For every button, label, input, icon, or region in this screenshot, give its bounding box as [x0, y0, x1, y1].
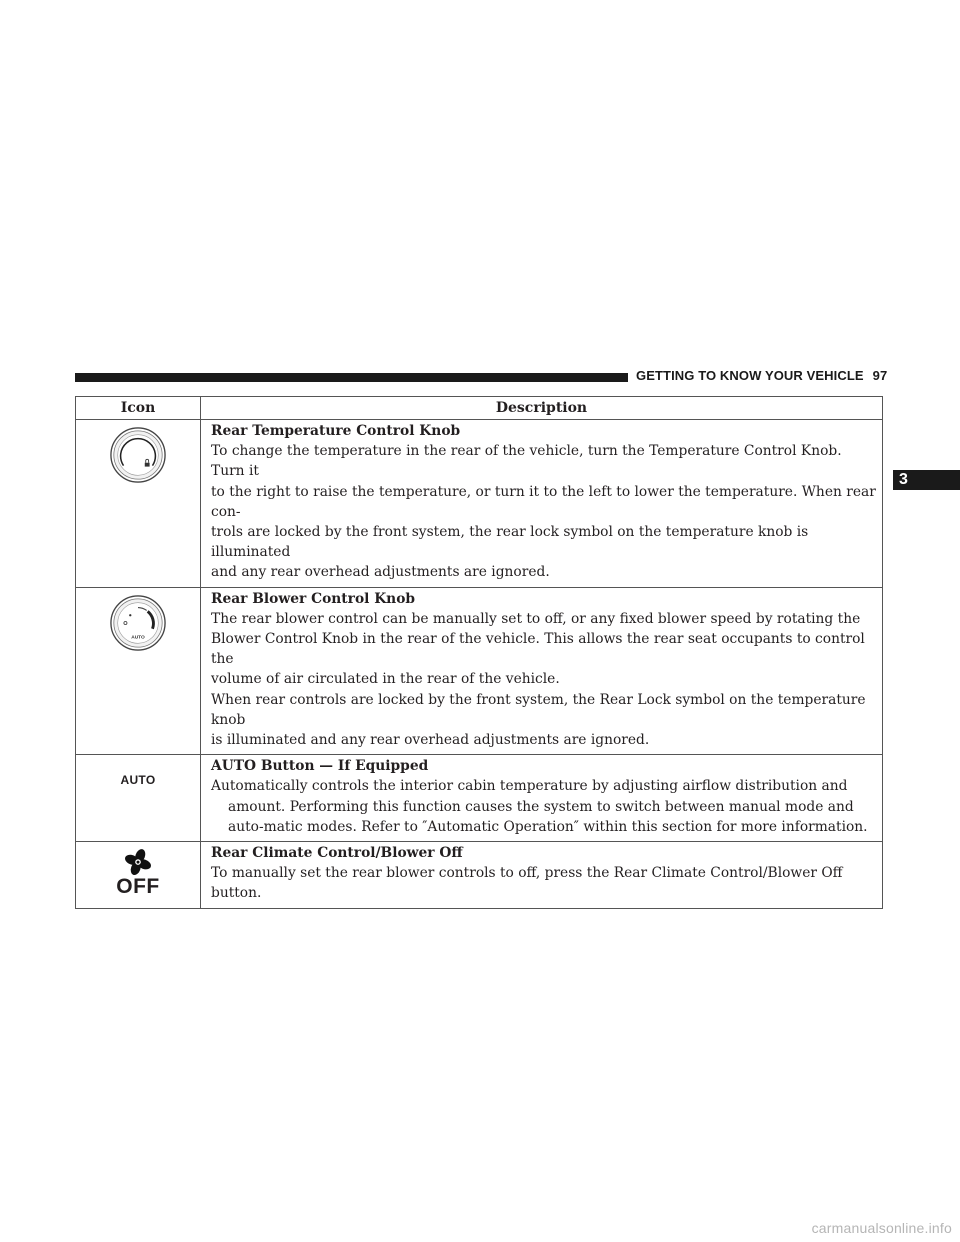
row-title: Rear Temperature Control Knob [211, 423, 461, 439]
off-label: OFF [116, 875, 160, 899]
table-row [76, 420, 883, 588]
watermark: carmanualsonline.info [811, 1220, 952, 1236]
description-cell [201, 420, 883, 588]
header-rule [75, 373, 628, 382]
table-row [76, 587, 883, 755]
icon-cell [76, 420, 201, 588]
description-cell [201, 587, 883, 755]
icon-cell [76, 842, 201, 909]
table-row [76, 755, 883, 842]
row-title: AUTO Button — If Equipped [211, 758, 429, 775]
row-text-line: and any rear overhead adjustments are ignored. [211, 564, 550, 581]
row-text-line: to the right to raise the temperature, or turn it to the left to lower the temperature. When rear con- [211, 483, 876, 520]
row-text-line: volume of air circulated in the rear of the vehicle. [211, 671, 560, 688]
row-text-line: The rear blower control can be manually set to off, or any fixed blower speed by rotating the [211, 610, 861, 627]
row-text-line: When rear controls are locked by the front system, the Rear Lock symbol on the temperature knob [211, 691, 866, 728]
page-number: 97 [872, 368, 888, 383]
table-header-row [76, 397, 883, 420]
column-header-icon: Icon [76, 397, 201, 420]
running-header [636, 368, 887, 383]
auto-button-icon: AUTO [120, 773, 156, 788]
rear-temperature-knob-icon [109, 426, 167, 484]
row-text: To manually set the rear blower controls to off, press the Rear Climate Control/Blower Off button. [211, 865, 843, 902]
table-row [76, 842, 883, 909]
knob-auto-label: AUTO [131, 635, 145, 641]
rear-blower-knob-icon [109, 594, 167, 652]
description-cell [201, 755, 883, 842]
fan-off-icon [113, 848, 163, 878]
row-title: Rear Climate Control/Blower Off [211, 845, 463, 862]
chapter-tab: 3 [893, 470, 960, 490]
row-text: Automatically controls the interior cabin temperature by adjusting airflow distribution and amount. Performing this function causes the system to switch between manual mode and auto-matic modes. Refer to ″Automatic Operation″ within this section for more information. [211, 778, 868, 835]
row-text-line: Blower Control Knob in the rear of the vehicle. This allows the rear seat occupants to control the [211, 631, 865, 668]
row-title: Rear Blower Control Knob [211, 590, 416, 607]
icon-cell [76, 587, 201, 755]
row-text-line: To change the temperature in the rear of the vehicle, turn the Temperature Control Knob. Turn it [211, 443, 842, 480]
section-title: GETTING TO KNOW YOUR VEHICLE [636, 368, 864, 383]
icon-cell [76, 755, 201, 842]
row-text-line: is illuminated and any rear overhead adjustments are ignored. [211, 732, 650, 749]
icon-description-table [75, 396, 883, 909]
row-text-line: trols are locked by the front system, the rear lock symbol on the temperature knob is illuminated [211, 524, 809, 561]
column-header-description: Description [201, 397, 883, 420]
description-cell [201, 842, 883, 909]
